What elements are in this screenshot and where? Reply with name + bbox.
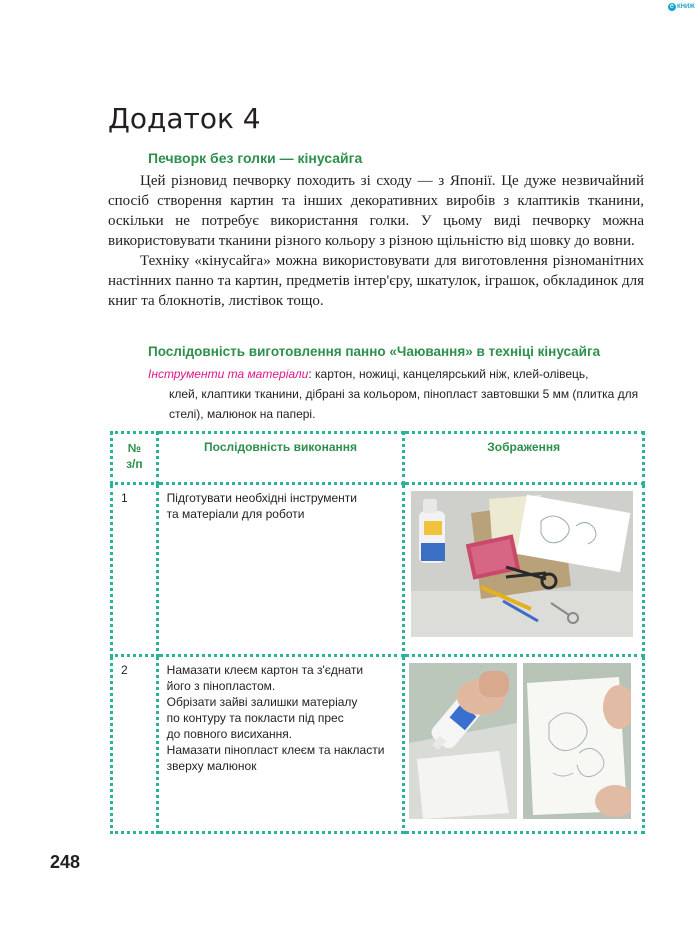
step-line: Підготувати необхідні інструменти xyxy=(166,491,357,505)
materials-photo-image xyxy=(411,491,633,637)
gluing-photo-image xyxy=(409,663,517,819)
step-line: до повного висихання. xyxy=(166,727,293,741)
subtitle: Печворк без голки — кінусайга xyxy=(148,150,363,166)
tools-first-line: : картон, ножиці, канцелярський ніж, клей-олівець, xyxy=(308,367,589,381)
row-images xyxy=(404,656,644,833)
row-images xyxy=(404,484,644,656)
logo-text: КНИЖ xyxy=(677,4,695,10)
table-header-row xyxy=(112,433,644,484)
header-num-line1: № xyxy=(127,441,142,455)
drawing-photo-image xyxy=(523,663,631,819)
step-line: Намазати клеєм картон та з'єднати xyxy=(166,663,364,677)
publisher-logo xyxy=(668,2,694,14)
table-row xyxy=(112,656,644,833)
step-line: та матеріали для роботи xyxy=(166,507,305,521)
paragraph-1: Цей різновид печворку походить зі сходу — з Японії. Це дуже незвичайний спосіб створення картин та інших декоративних виробів з клаптиків тканини, оскільки не потребує використання голки. У цьому виді печворку можна використовувати тканини різного кольору з різною щільністю від шовку до вовни. xyxy=(108,173,644,249)
row-description xyxy=(157,484,404,656)
logo-badge: e xyxy=(668,3,676,11)
row-number: 1 xyxy=(112,484,158,656)
row-number: 2 xyxy=(112,656,158,833)
table-row xyxy=(112,484,644,656)
header-images: Зображення xyxy=(404,433,644,484)
tools-rest: клей, клаптики тканини, дібрані за кольором, пінопласт завтовшки 5 мм (плитка для стелі), малюнок на папері. xyxy=(169,387,639,421)
steps-table xyxy=(110,431,645,834)
header-num-line2: з/п xyxy=(126,457,143,471)
step-line: Обрізати зайві залишки матеріалу xyxy=(166,695,358,709)
row-description xyxy=(157,656,404,833)
gluing-photo xyxy=(409,663,517,819)
section-title: Послідовність виготовлення панно «Чаювання» в техніці кінусайга xyxy=(148,344,601,359)
body-text xyxy=(108,171,644,311)
step-line: по контуру та покласти під прес xyxy=(166,711,344,725)
step-line: його з пінопластом. xyxy=(166,679,276,693)
step-line: Намазати пінопласт клеєм та накласти зверху малюнок xyxy=(166,743,385,773)
page-heading: Додаток 4 xyxy=(108,102,261,135)
header-num xyxy=(112,433,158,484)
tools-materials xyxy=(148,364,648,424)
header-steps: Послідовність виконання xyxy=(157,433,404,484)
materials-photo xyxy=(411,491,633,637)
paragraph-2: Техніку «кінусайга» можна використовувати для виготовлення різноманітних настінних панно та картин, предметів інтер'єру, шкатулок, іграшок, обкладинок для книг та блокнотів, листівок тощо. xyxy=(108,253,644,309)
page-number: 248 xyxy=(50,852,81,872)
drawing-photo xyxy=(523,663,631,819)
tools-label: Інструменти та матеріали xyxy=(148,367,309,381)
